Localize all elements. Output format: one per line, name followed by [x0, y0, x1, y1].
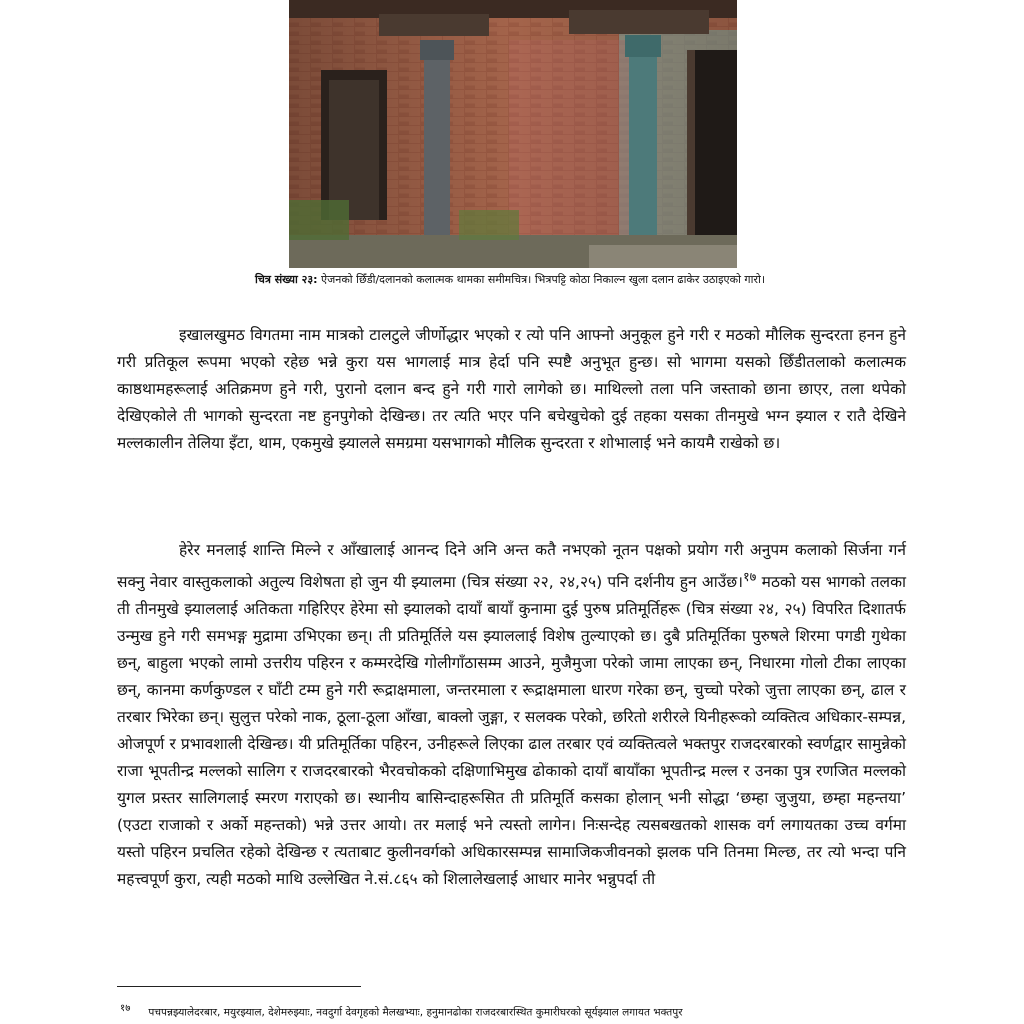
footnote-text: पचपन्नझ्यालेदरबार, मयुरझ्याल, देशेमरुझ्याः, नवदुर्गा देवगृहको मैलखभ्याः, हनुमानढोका राजदरबारस्थित कुमारीघरको सूर्यझ्याल लगायत भक्तपुर — [148, 1006, 683, 1019]
caption-text: ऐजनको छिँडी/दलानको कलात्मक थामका समीमचित्र। भित्रपट्टि कोठा निकाल्न खुला दलान ढाकेर उठाइएको गारो। — [317, 273, 765, 286]
paragraph-1: इखालखुमठ विगतमा नाम मात्रको टालटुले जीर्णोद्धार भएको र त्यो पनि आफ्नो अनुकूल हुने गरी र मठको मौलिक सुन्दरता हनन हुने गरी प्रतिकूल रूपमा भएको रहेछ भन्ने कुरा यस भागलाई मात्र हेर्दा पनि स्पष्टै अनुभूत हुन्छ। सो भागमा यसको छिँडीतलाको कलात्मक काष्ठथामहरूलाई अतिक्रमण हुने गरी, पुरानो दलान बन्द हुने गरी गारो लागेको छ। माथिल्लो तला पनि जस्ताको छाना छाएर, तला थपेको देखिएकोले ती भागको सुन्दरता नष्ट हुनपुगेको देखिन्छ। तर त्यति भएर पनि बचेखुचेको दुई तहका यसका तीनमुखे भग्न झ्याल र रातै देखिने मल्लकालीन तेलिया इँटा, थाम, एकमुखे झ्यालले समग्रमा यसभागको मौलिक सुन्दरता र शोभालाई भने कायमै राखेको छ। — [117, 326, 906, 452]
photo-image — [289, 0, 737, 268]
paragraph-2-part-1: हेरेर मनलाई शान्ति मिल्ने र आँखालाई आनन्द दिने अनि अन्त कतै नभएको नूतन पक्षको प्रयोग गरी अनुपम कलाको सिर्जना गर्न सक्नु नेवार वास्तुकलाको अतुल्य विशेषता हो जुन यी झ्यालमा (चित्र संख्या २२, २४,२५) पनि दर्शनीय हुन आउँछ। — [117, 541, 906, 592]
footnote-reference[interactable]: १७ — [742, 570, 757, 585]
footnote-mark: १७ — [120, 1003, 131, 1014]
paragraph-2-part-2: मठको यस भागको तलका ती तीनमुखे झ्याललाई अतिकता गहिरिएर हेरेमा सो झ्यालको दायाँ बायाँ कुनामा दुई पुरुष प्रतिमूर्तिहरू (चित्र संख्या २४, २५) विपरित दिशातर्फ उन्मुख हुने गरी समभङ्ग मुद्रामा उभिएका छन्। ती प्रतिमूर्तिले यस झ्याललाई विशेष तुल्याएको छ। दुबै प्रतिमूर्तिका पुरुषले शिरमा पगडी गुथेका छन्, बाहुला भएको लामो उत्तरीय पहिरन र कम्मरदेखि गोलीगाँठासम्म आउने, मुजैमुजा परेको जामा लाएका छन्, निधारमा गोलो टीका लाएका छन्, कानमा कर्णकुण्डल र घाँटी टम्म हुने गरी रूद्राक्षमाला, जन्तरमाला र रूद्राक्षमाला धारण गरेका छन्, चुच्चो परेको जुत्ता लाएका छन्, ढाल र तरबार भिरेका छन्। सुलुत्त परेको नाक, ठूला-ठूला आँखा, बाक्लो जुङ्गा, र सलक्क परेको, छरितो शरीरले यिनीहरूको व्यक्तित्व अधिकार-सम्पन्न, ओजपूर्ण र प्रभावशाली देखिन्छ। यी प्रतिमूर्तिका पहिरन, उनीहरूले लिएका ढाल तरबार एवं व्यक्तित्वले भक्तपुर राजदरबारको स्वर्णद्वार सामुन्नेको राजा भूपतीन्द्र मल्लको सालिग र राजदरबारको भैरवचोकको दक्षिणाभिमुख ढोकाको दायाँ बायाँका भूपतीन्द्र मल्ल र उनका पुत्र रणजित मल्लको युगल प्रस्तर सालिगलाई स्मरण गराएको छ। स्थानीय बासिन्दाहरूसित ती प्रतिमूर्ति कसका होलान् भनी सोद्धा ‘छम्हा जुजुया, छम्हा महन्तया’ (एउटा राजाको र अर्को महन्तको) भन्ने उत्तर आयो। तर मलाई भने त्यस्तो लागेन। निःसन्देह त्यसबखतको शासक वर्ग लगायतका उच्च वर्गमा यस्तो पहिरन प्रचलित रहेको देखिन्छ र त्यताबाट कुलीनवर्गको अधिकारसम्पन्न सामाजिकजीवनको झलक पनि तिनमा मिल्छ, तर त्यो भन्दा पनि महत्त्वपूर्ण कुरा, त्यही मठको माथि उल्लेखित ने.सं.८६५ को शिलालेखलाई आधार मानेर भन्नुपर्दा ती — [117, 573, 906, 889]
figure-caption — [110, 272, 910, 288]
paragraph-2 — [117, 537, 906, 893]
photo-brick-wall-pillars — [289, 0, 737, 268]
footnote-divider — [117, 986, 361, 987]
caption-label: चित्र संख्या २३: — [255, 273, 318, 286]
footnote — [120, 1000, 910, 1022]
